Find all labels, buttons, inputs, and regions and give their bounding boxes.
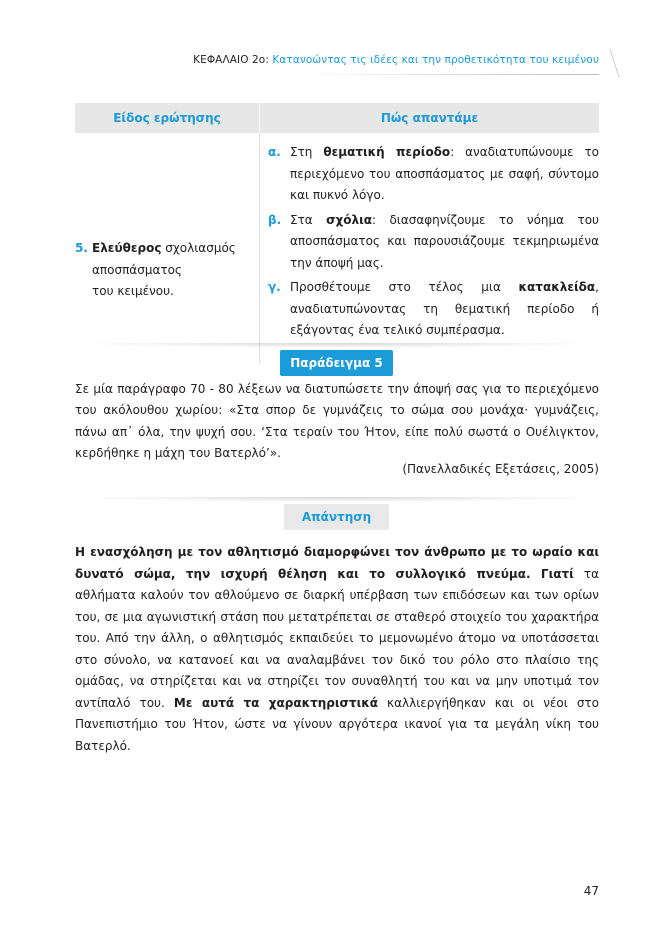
question-bold: Ελεύθερος [92, 241, 162, 255]
answer-bold-1: Η ενασχόληση με τον αθλητισμό διαμορφώνει τον άνθρωπο με το ωραίο και δυνατό σώμα, την ισχυρή θέληση και το συλλογικό πνεύμα. Γιατί [75, 545, 599, 581]
answer-text-2: καλλιεργήθηκαν και οι νέοι στο Πανεπιστήμιο του Ήτον, ώστε να γίνουν αργότερα ικανοί για τα μεγάλη νίκη του Βατερλό. [75, 695, 599, 753]
answer-bold-2: Με αυτά τα χαρακτηριστικά [173, 695, 379, 710]
header-rule [300, 74, 599, 75]
question-table [75, 103, 599, 363]
question-line2: αποσπάσματος [92, 262, 182, 277]
example-source: (Πανελλαδικές Εξετάσεις, 2005) [402, 462, 599, 476]
step-letter: α. [268, 145, 281, 159]
question-rest: σχολιασμός [161, 241, 236, 255]
step-letter: β. [268, 212, 282, 227]
step-text: Προσθέτουμε στο τέλος μια κατακλείδα, αναδιατυπώνοντας τη θεματική περίοδο ή εξάγοντας ένα τελικό συμπέρασμα. [290, 280, 599, 337]
step-text: Στη θεματική περίοδο: αναδιατυπώνουμε το περιεχόμενο του αποσπάσματος με σαφή, σύντομο και πυκνό λόγο. [290, 145, 600, 202]
col-header-question-type: Είδος ερώτησης [75, 103, 260, 133]
table-row [75, 133, 599, 363]
answer-text-1: τα αθλήματα καλούν τον αθλούμενο σε διαρκή υπέρβαση των επιδόσεων και των ορίων του, σε μια αγωνιστική στάση που μετατρέπεται σε σταθερό στοιχείο του χαρακτήρα του. Από την άλλη, ο αθλητισμός εκπαιδεύει το μεμονωμένο άτομο να υποτάσσεται στο σύνολο, να κατανοεί και να αναλαμβάνει τον δικό του ρόλο στο πλαίσιο της ομάδας, να στηρίζεται και να στηρίζει τον συναθλητή του και να μην υποτιμά τον αντίπαλό του. [75, 566, 599, 710]
question-type-cell [75, 133, 260, 363]
page-number: 47 [583, 884, 599, 898]
chapter-label: ΚΕΦΑΛΑΙΟ 2ο: [193, 54, 269, 66]
question-line3: του κειμένου. [92, 284, 174, 298]
answer-text [75, 542, 599, 757]
question-number: 5. [75, 241, 88, 255]
answer-label: Απάντηση [284, 504, 389, 530]
step-letter: γ. [268, 280, 281, 294]
chapter-subtitle: Κατανοώντας τις ιδέες και την προθετικότητα του κειμένου [272, 54, 599, 66]
example-label: Παράδειγμα 5 [280, 350, 393, 376]
corner-decoration [609, 49, 619, 78]
col-header-how-to-answer: Πώς απαντάμε [380, 111, 479, 125]
answer-step-c [260, 277, 599, 342]
question-type [75, 238, 236, 303]
example-shadow [75, 497, 599, 502]
step-text: Στα σχόλια: διασαφηνίζουμε το νόημα του αποσπάσματος και παρουσιάζουμε τεκμηριωμένα την άποψή μας. [290, 212, 600, 270]
table-shadow [75, 343, 599, 348]
table-header [75, 103, 599, 133]
answer-step-b [260, 210, 599, 275]
how-to-answer-cell [260, 133, 599, 363]
answer-step-a [260, 142, 599, 207]
example-text: Σε μία παράγραφο 70 - 80 λέξεων να διατυπώσετε την άποψή σας για το περιεχόμενο του ακόλουθου χωρίου: «Στα σπορ δε γυμνάζεις το σώμα σου μονάχα· γυμνάζεις, πάνω απ᾽ όλα, την ψυχή σου. ‘Στα τεραίν του Ήτον, είπε πολύ σωστά ο Ουέλιγκτον, κερδήθηκε η μάχη του Βατερλό’». [75, 382, 599, 460]
running-header [193, 54, 599, 66]
